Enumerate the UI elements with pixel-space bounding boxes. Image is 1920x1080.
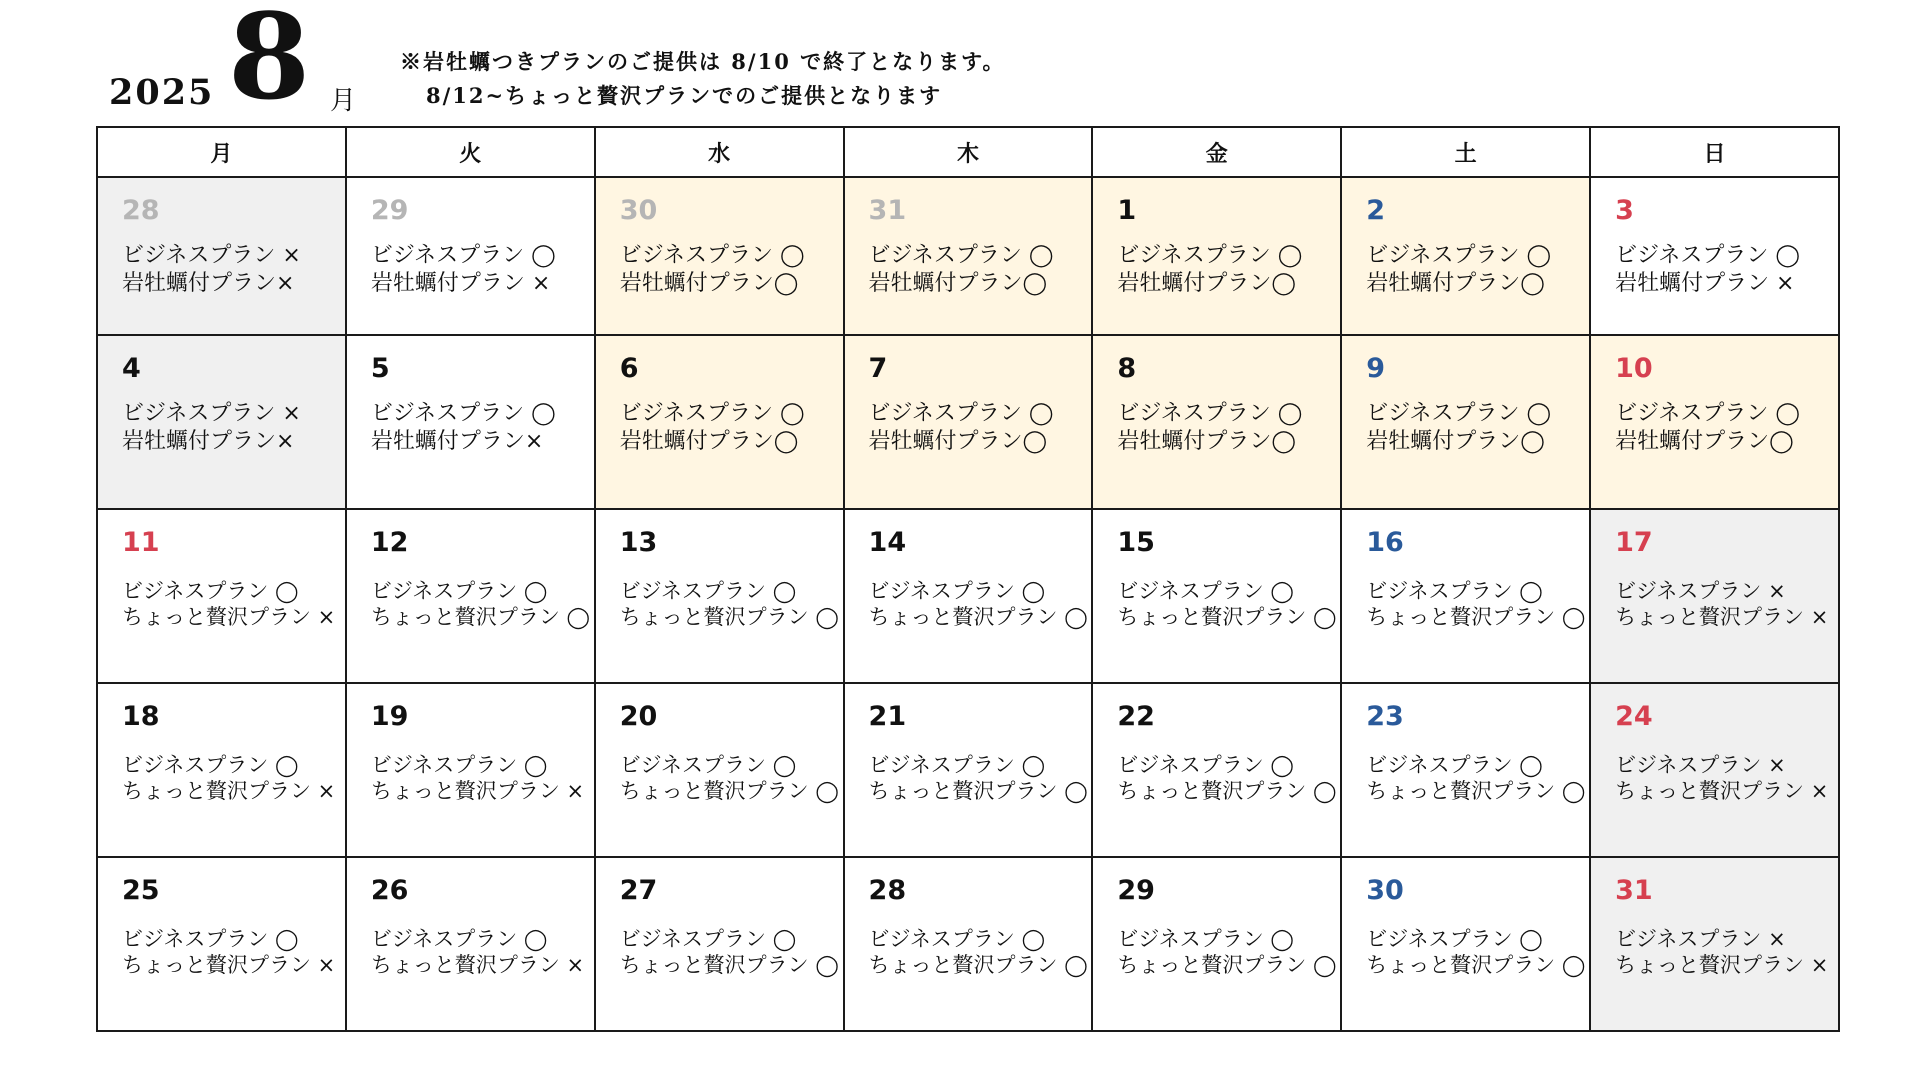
day-number: 17	[1615, 527, 1653, 558]
oyster-plan-status: 岩牡蠣付プラン◯	[1366, 271, 1545, 296]
day-cell[interactable]	[97, 335, 346, 509]
business-plan-status: ビジネスプラン ◯	[1366, 927, 1543, 951]
day-number: 11	[122, 527, 160, 558]
day-cell[interactable]	[97, 509, 346, 683]
day-number: 6	[619, 353, 639, 384]
luxury-plan-status: ちょっと贅沢プラン ◯	[1117, 953, 1337, 977]
day-number: 13	[619, 527, 658, 558]
day-cell[interactable]	[1590, 683, 1839, 857]
day-cell[interactable]	[1092, 509, 1341, 683]
luxury-plan-status: ちょっと贅沢プラン ◯	[370, 605, 591, 629]
luxury-plan-status: ちょっと贅沢プラン ×	[1615, 779, 1829, 803]
oyster-plan-status: 岩牡蠣付プラン◯	[1117, 271, 1296, 296]
weekday-tue: 火	[346, 127, 595, 177]
luxury-plan-status: ちょっと贅沢プラン ×	[122, 779, 336, 803]
day-number: 12	[370, 527, 409, 558]
business-plan-status: ビジネスプラン ◯	[1117, 401, 1303, 426]
business-plan-status: ビジネスプラン ×	[1615, 927, 1786, 951]
business-plan-status: ビジネスプラン ◯	[122, 927, 299, 951]
business-plan-status: ビジネスプラン ◯	[619, 927, 797, 951]
business-plan-status: ビジネスプラン ◯	[1366, 579, 1543, 603]
notice-line-1: ※岩牡蠣つきプランのご提供は 8/10 で終了となります。	[400, 49, 1006, 74]
business-plan-status: ビジネスプラン ◯	[868, 243, 1054, 268]
business-plan-status: ビジネスプラン ◯	[868, 579, 1046, 603]
day-cell[interactable]	[346, 683, 595, 857]
luxury-plan-status: ちょっと贅沢プラン ◯	[868, 779, 1088, 803]
oyster-plan-status: 岩牡蠣付プラン ×	[1615, 271, 1795, 296]
day-number: 5	[370, 353, 390, 384]
year-label: 2025	[109, 72, 215, 113]
business-plan-status: ビジネスプラン ◯	[619, 753, 797, 777]
weekday-sun: 日	[1590, 127, 1839, 177]
week-row	[97, 177, 1839, 335]
day-number: 23	[1366, 701, 1404, 732]
day-number: 1	[1117, 195, 1137, 226]
luxury-plan-status: ちょっと贅沢プラン ◯	[619, 779, 839, 803]
oyster-plan-status: 岩牡蠣付プラン×	[122, 271, 295, 296]
oyster-plan-status: 岩牡蠣付プラン◯	[868, 271, 1048, 296]
day-number: 28	[868, 875, 907, 906]
day-cell[interactable]	[346, 509, 595, 683]
luxury-plan-status: ちょっと贅沢プラン ×	[1615, 953, 1829, 977]
day-number: 8	[1117, 353, 1137, 384]
day-number: 29	[370, 195, 409, 226]
day-number: 29	[1117, 875, 1155, 906]
day-cell[interactable]	[1341, 683, 1590, 857]
day-number: 28	[122, 195, 160, 226]
day-cell[interactable]	[1341, 335, 1590, 509]
day-number: 20	[619, 701, 658, 732]
luxury-plan-status: ちょっと贅沢プラン ◯	[868, 953, 1088, 977]
day-number: 31	[1615, 875, 1653, 906]
day-number: 14	[868, 527, 907, 558]
week-row	[97, 857, 1839, 1031]
day-number: 9	[1366, 353, 1386, 384]
business-plan-status: ビジネスプラン ◯	[1366, 753, 1543, 777]
day-cell[interactable]	[595, 857, 844, 1031]
oyster-plan-status: 岩牡蠣付プラン×	[370, 429, 544, 454]
day-cell[interactable]	[844, 335, 1093, 509]
oyster-plan-status: 岩牡蠣付プラン◯	[1366, 429, 1545, 454]
business-plan-status: ビジネスプラン ◯	[1615, 401, 1801, 426]
day-number: 30	[1366, 875, 1404, 906]
business-plan-status: ビジネスプラン ◯	[1117, 579, 1294, 603]
day-number: 3	[1615, 195, 1634, 226]
month-suffix: 月	[330, 86, 357, 116]
week-row	[97, 683, 1839, 857]
business-plan-status: ビジネスプラン ×	[122, 243, 301, 268]
oyster-plan-status: 岩牡蠣付プラン◯	[1615, 429, 1794, 454]
day-cell[interactable]	[346, 335, 595, 509]
day-cell[interactable]	[1590, 177, 1839, 335]
business-plan-status: ビジネスプラン ◯	[370, 579, 548, 603]
day-number: 4	[122, 353, 141, 384]
day-cell[interactable]	[97, 683, 346, 857]
luxury-plan-status: ちょっと贅沢プラン ×	[122, 605, 336, 629]
oyster-plan-status: 岩牡蠣付プラン ×	[370, 271, 551, 296]
week-row	[97, 335, 1839, 509]
business-plan-status: ビジネスプラン ×	[122, 401, 301, 426]
day-cell[interactable]	[1092, 335, 1341, 509]
luxury-plan-status: ちょっと贅沢プラン ×	[122, 953, 336, 977]
business-plan-status: ビジネスプラン ◯	[370, 401, 556, 426]
business-plan-status: ビジネスプラン ◯	[619, 401, 805, 426]
day-cell[interactable]	[595, 683, 844, 857]
weekday-sat: 土	[1341, 127, 1590, 177]
luxury-plan-status: ちょっと贅沢プラン ◯	[1366, 605, 1586, 629]
weekday-wed: 水	[595, 127, 844, 177]
day-number: 24	[1615, 701, 1653, 732]
oyster-plan-status: 岩牡蠣付プラン◯	[619, 429, 799, 454]
business-plan-status: ビジネスプラン ◯	[1117, 753, 1294, 777]
day-number: 10	[1615, 353, 1653, 384]
day-number: 16	[1366, 527, 1404, 558]
business-plan-status: ビジネスプラン ◯	[370, 753, 548, 777]
day-cell[interactable]	[346, 177, 595, 335]
business-plan-status: ビジネスプラン ◯	[619, 579, 797, 603]
day-cell[interactable]	[1341, 509, 1590, 683]
day-cell[interactable]	[595, 509, 844, 683]
oyster-plan-status: 岩牡蠣付プラン◯	[619, 271, 799, 296]
month-number: 8	[228, 0, 311, 126]
luxury-plan-status: ちょっと贅沢プラン ×	[370, 779, 585, 803]
day-number: 7	[868, 353, 888, 384]
luxury-plan-status: ちょっと贅沢プラン ◯	[868, 605, 1088, 629]
day-number: 15	[1117, 527, 1155, 558]
business-plan-status: ビジネスプラン ◯	[122, 753, 299, 777]
business-plan-status: ビジネスプラン ◯	[370, 927, 548, 951]
day-number: 19	[370, 701, 409, 732]
oyster-plan-status: 岩牡蠣付プラン◯	[1117, 429, 1296, 454]
day-cell[interactable]	[1092, 857, 1341, 1031]
calendar-grid	[96, 126, 1840, 1032]
luxury-plan-status: ちょっと贅沢プラン ◯	[619, 953, 839, 977]
oyster-plan-status: 岩牡蠣付プラン×	[122, 429, 295, 454]
business-plan-status: ビジネスプラン ◯	[122, 579, 299, 603]
business-plan-status: ビジネスプラン ◯	[1366, 243, 1552, 268]
weekday-fri: 金	[1092, 127, 1341, 177]
day-number: 26	[370, 875, 409, 906]
business-plan-status: ビジネスプラン ◯	[868, 753, 1046, 777]
day-cell[interactable]	[595, 177, 844, 335]
luxury-plan-status: ちょっと贅沢プラン ◯	[1366, 953, 1586, 977]
business-plan-status: ビジネスプラン ◯	[1615, 243, 1801, 268]
day-cell[interactable]	[844, 683, 1093, 857]
day-number: 27	[619, 875, 658, 906]
day-cell[interactable]	[1590, 335, 1839, 509]
day-cell[interactable]	[844, 177, 1093, 335]
day-cell[interactable]	[1092, 177, 1341, 335]
day-cell[interactable]	[97, 857, 346, 1031]
weekday-thu: 木	[844, 127, 1093, 177]
calendar-header	[0, 0, 1920, 125]
day-number: 22	[1117, 701, 1155, 732]
day-number: 30	[619, 195, 658, 226]
day-cell[interactable]	[346, 857, 595, 1031]
day-cell[interactable]	[97, 177, 346, 335]
luxury-plan-status: ちょっと贅沢プラン ◯	[1117, 605, 1337, 629]
day-cell[interactable]	[1341, 857, 1590, 1031]
day-number: 18	[122, 701, 160, 732]
luxury-plan-status: ちょっと贅沢プラン ×	[1615, 605, 1829, 629]
plan-notice	[400, 46, 1005, 110]
day-cell[interactable]	[1092, 683, 1341, 857]
oyster-plan-status: 岩牡蠣付プラン◯	[868, 429, 1048, 454]
business-plan-status: ビジネスプラン ◯	[1117, 243, 1303, 268]
luxury-plan-status: ちょっと贅沢プラン ◯	[1117, 779, 1337, 803]
business-plan-status: ビジネスプラン ×	[1615, 579, 1786, 603]
business-plan-status: ビジネスプラン ◯	[1366, 401, 1552, 426]
luxury-plan-status: ちょっと贅沢プラン ◯	[619, 605, 839, 629]
notice-line-2: 8/12~ちょっと贅沢プランでのご提供となります	[426, 83, 943, 108]
week-row	[97, 509, 1839, 683]
business-plan-status: ビジネスプラン ◯	[1117, 927, 1294, 951]
day-cell[interactable]	[1341, 177, 1590, 335]
day-cell[interactable]	[844, 509, 1093, 683]
weekday-header-row	[97, 127, 1839, 177]
weekday-mon: 月	[97, 127, 346, 177]
day-number: 31	[868, 195, 907, 226]
day-cell[interactable]	[595, 335, 844, 509]
luxury-plan-status: ちょっと贅沢プラン ◯	[1366, 779, 1586, 803]
business-plan-status: ビジネスプラン ◯	[370, 243, 556, 268]
business-plan-status: ビジネスプラン ◯	[868, 927, 1046, 951]
day-number: 2	[1366, 195, 1386, 226]
business-plan-status: ビジネスプラン ◯	[619, 243, 805, 268]
day-number: 25	[122, 875, 160, 906]
day-cell[interactable]	[1590, 857, 1839, 1031]
business-plan-status: ビジネスプラン ×	[1615, 753, 1786, 777]
luxury-plan-status: ちょっと贅沢プラン ×	[370, 953, 585, 977]
day-number: 21	[868, 701, 907, 732]
business-plan-status: ビジネスプラン ◯	[868, 401, 1054, 426]
day-cell[interactable]	[1590, 509, 1839, 683]
day-cell[interactable]	[844, 857, 1093, 1031]
